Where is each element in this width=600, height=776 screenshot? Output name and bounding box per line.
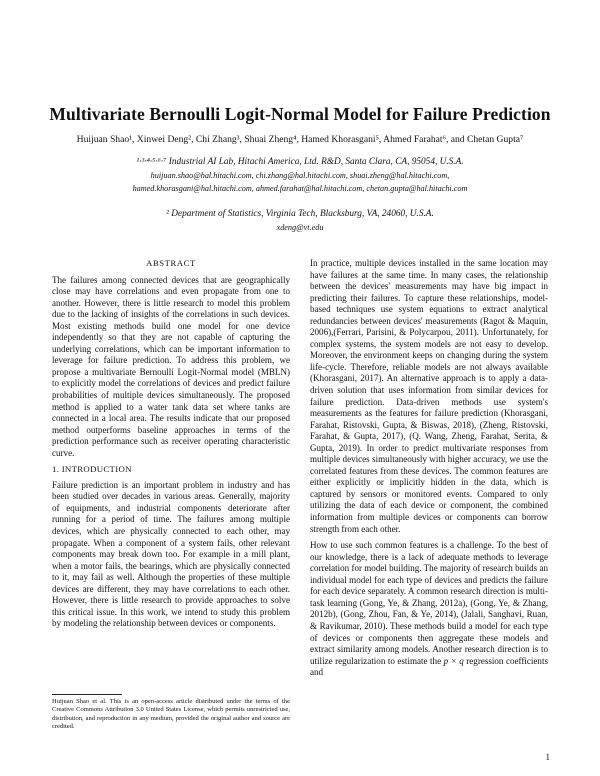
paper-title: Multivariate Bernoulli Logit-Normal Model for Failure Prediction (49, 104, 551, 124)
left-column (52, 258, 290, 635)
license-footnote: Huijuan Shao et al. This is an open-access article distributed under the terms of the Creative Commons Attribution 3.0 United States License, which permits unrestricted use, distribution, and reproduction in any medium, provided the original author and source are credited. (52, 698, 290, 731)
inline-math: p × q (443, 655, 464, 666)
emails-hitachi-line2: hamed.khorasgani@hal.hitachi.com, ahmed.farahat@hal.hitachi.com, chetan.gupta@hal.hitachi.com (132, 184, 468, 193)
introduction-paragraph-1: Failure prediction is an important problem in industry and has been studied over decades in various areas. Generally, majority of equipments, and industrial components deteriorate after running for a period of time. The failures among multiple devices, which are physically connected to each other, may propagate. When a component of a system fails, other relevant components may break down too. For example in a mill plant, when a motor fails, the bearings, which are physically connected to it, may fail as well. Although the properties of these multiple devices are different, they may have correlations to each other. However, there is little research to provide approaches to solve this critical issue. In this work, we intend to study this problem by modeling the relationship between devices or components. (52, 479, 290, 629)
affiliation-virginia-tech: ² Department of Statistics, Virginia Tech, Blacksburg, VA, 24060, U.S.A. (166, 209, 434, 219)
abstract-text: The failures among connected devices that are geographically close may have correlations and even propagate from one to another. However, there is little research to model this problem due to the lacking of insights of the correlations in such devices. Most existing methods build one model for one device independently so that they are not capable of capturing the underlying correlations, which can be important information to leverage for failure prediction. To address this problem, we propose a multivariate Bernoulli Logit-Normal model (MBLN) to explicitly model the correlations of devices and predict failure probabilities of multiple devices simultaneously. The proposed method is applied to a water tank data set where tanks are connected in a local area. The results indicate that our proposed method outperforms baseline approaches in terms of the prediction performance such as receiver operating characteristic curve. (52, 274, 290, 458)
abstract-heading: ABSTRACT (146, 258, 196, 268)
introduction-paragraph-3: How to use such common features is a challenge. To the best of our knowledge, there is a lack of adequate methods to leverage correlation for model building. The majority of research builds an individual model for each type of devices and predicts the failure for each device separately. A common research direction is multi-task learning (Gong, Ye, & Zhang, 2012a), (Gong, Ye, & Zhang, 2012b), (Gong, Zhou, Fan, & Ye, 2014), (Jalali, Sanghavi, Ruan, & Ravikumar, 2010). These methods build a model for each type of devices or components then aggregate these models and extract similarity among models. Another research direction is to utilize regularization to estimate the p × q regression coefficients and (310, 540, 548, 678)
affiliation-hitachi: ¹·³·⁴·⁵·⁶·⁷ Industrial AI Lab, Hitachi America, Ltd. R&D, Santa Clara, CA, 95054, U.S.A. (136, 157, 464, 167)
page-number: 1 (545, 752, 550, 762)
footnote-divider (52, 694, 122, 695)
emails-hitachi-line1: huijuan.shao@hal.hitachi.com, chi.zhang@hal.hitachi.com, shuai.zheng@hal.hitachi.com, (150, 171, 450, 180)
introduction-heading: 1. INTRODUCTION (52, 464, 132, 475)
email-virginia-tech: xdeng@vt.edu (276, 223, 324, 232)
introduction-paragraph-2: In practice, multiple devices installed in the same location may have failures at the same time. In many cases, the relationship between the devices' measurements may have big impact in predicting their failures. To capture these relationships, model-based techniques use system equations to extract analytical redundancies between devices' measurements (Ragot & Maquin, 2006),(Ferrari, Parisini, & Polycarpou, 2011). Unfortunately, for complex systems, the system models are not easy to develop. Moreover, the environment keeps on changing during the system life-cycle. Therefore, reliable models are not always available (Khorasgani, 2017). An alternative approach is to apply a data-driven solution that uses information from similar devices for failure prediction. Data-driven methods use system's measurements as the features for failure prediction (Khorasgani, Farahat, Ristovski, Gupta, & Biswas, 2018), (Zheng, Ristovski, Farahat, & Gupta, 2017), (Q. Wang, Zheng, Farahat, Serita, & Gupta, 2019). In order to predict multivariate responses from multiple devices simultaneously with higher accuracy, we use the correlated features from these devices. The common features are either explicitly or implicitly hidden in the data, which is captured by sensors or monitored events. Compared to only utilizing the data of each device or component, the combined information from multiple devices or components can borrow strength from each other. (310, 258, 548, 534)
right-column (310, 258, 548, 684)
author-list: Huijuan Shao¹, Xinwei Deng², Chi Zhang³, Shuai Zheng⁴, Hamed Khorasgani⁵, Ahmed Farahat⁶, and Chetan Gupta⁷ (76, 134, 524, 145)
